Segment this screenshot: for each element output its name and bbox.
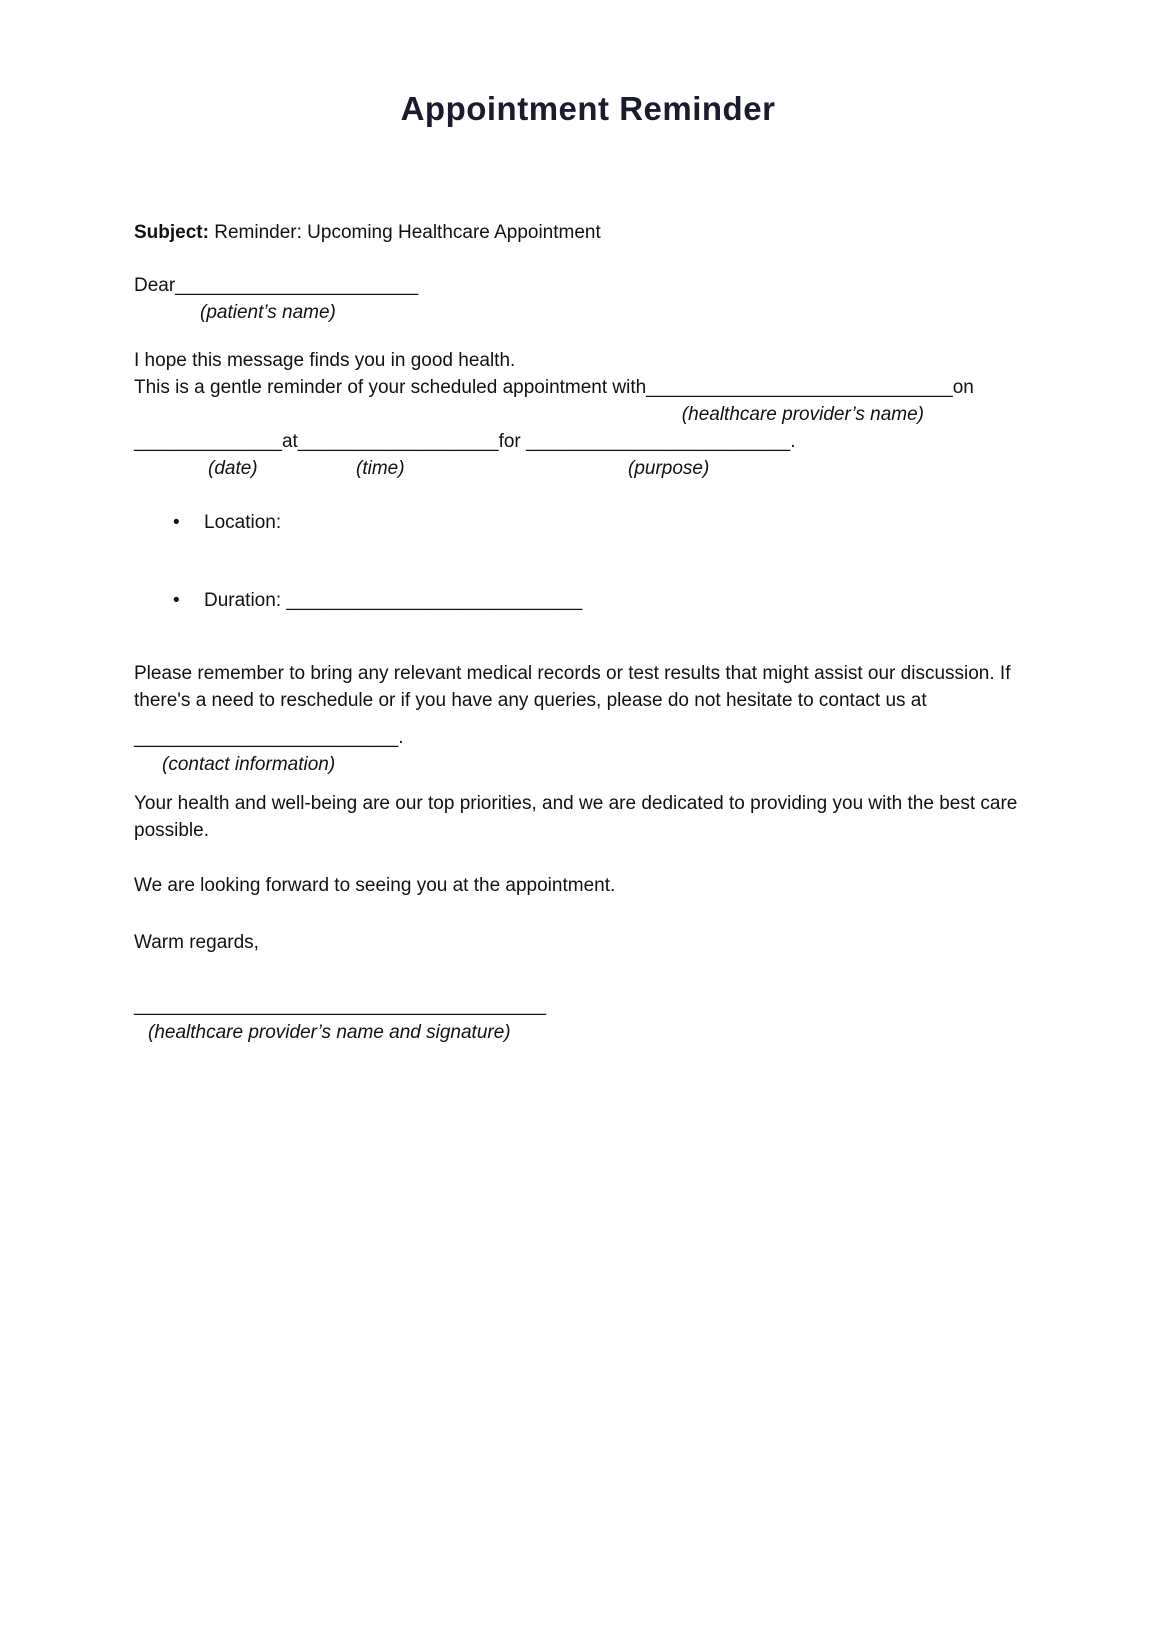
purpose-blank: _________________________ (526, 431, 791, 452)
records-paragraph (134, 660, 1042, 714)
bullet-icon: • (173, 590, 180, 611)
at-label: at (281, 431, 298, 452)
list-item-duration (134, 587, 1042, 614)
page-title: Appointment Reminder (400, 90, 776, 127)
contact-blank-line (134, 724, 1042, 751)
intro-line-2-text: This is a gentle reminder of your scheduled appointment with (134, 377, 647, 398)
duration-blank: ____________________________ (286, 590, 583, 611)
priorities-line-2: possible. (134, 820, 209, 841)
subject-text: Reminder: Upcoming Healthcare Appointment (208, 222, 601, 243)
patient-name-blank: _______________________ (175, 275, 419, 296)
salutation-prefix: Dear (134, 275, 176, 296)
intro-line-2 (134, 374, 1042, 401)
records-line-1: Please remember to bring any relevant medical records or test results that might assist our discussion. If (134, 663, 1011, 684)
schedule-period: . (790, 431, 796, 452)
list-item-location (134, 509, 1042, 536)
provider-name-blank: _____________________________ (646, 377, 953, 398)
signature-hint: (healthcare provider’s name and signature) (148, 1022, 511, 1043)
for-label: for (498, 431, 527, 452)
time-blank: ___________________ (297, 431, 499, 452)
intro-line-2-suffix: on (952, 377, 974, 398)
date-blank: ______________ (134, 431, 282, 452)
subject-line (134, 219, 1042, 246)
bullet-icon: • (173, 512, 180, 533)
priorities-line-1: Your health and well-being are our top priorities, and we are dedicated to providing you with the best care (134, 793, 1018, 814)
subject-label: Subject: (134, 222, 209, 243)
intro-paragraph (134, 347, 1042, 428)
purpose-hint: (purpose) (628, 458, 710, 479)
salutation-line (134, 272, 1042, 299)
priorities-paragraph (134, 790, 1042, 844)
date-hint: (date) (208, 458, 258, 479)
schedule-line (134, 428, 1042, 455)
contact-blank: _________________________ (134, 727, 399, 748)
contact-period: . (398, 727, 404, 748)
details-list (134, 509, 1042, 614)
schedule-hints-row (134, 455, 1042, 482)
time-hint: (time) (356, 458, 405, 479)
records-line-2: there's a need to reschedule or if you have any queries, please do not hesitate to contact us at (134, 690, 927, 711)
signoff-line: Warm regards, (134, 932, 259, 953)
closing-paragraph: We are looking forward to seeing you at the appointment. (134, 875, 616, 896)
provider-name-hint: (healthcare provider’s name) (681, 404, 924, 425)
contact-info-hint: (contact information) (162, 754, 336, 775)
location-label: Location: (204, 512, 282, 533)
patient-name-hint: (patient’s name) (200, 302, 336, 323)
intro-line-1: I hope this message finds you in good health. (134, 350, 516, 371)
duration-label: Duration: (204, 590, 287, 611)
signature-blank: _______________________________________ (134, 995, 547, 1016)
